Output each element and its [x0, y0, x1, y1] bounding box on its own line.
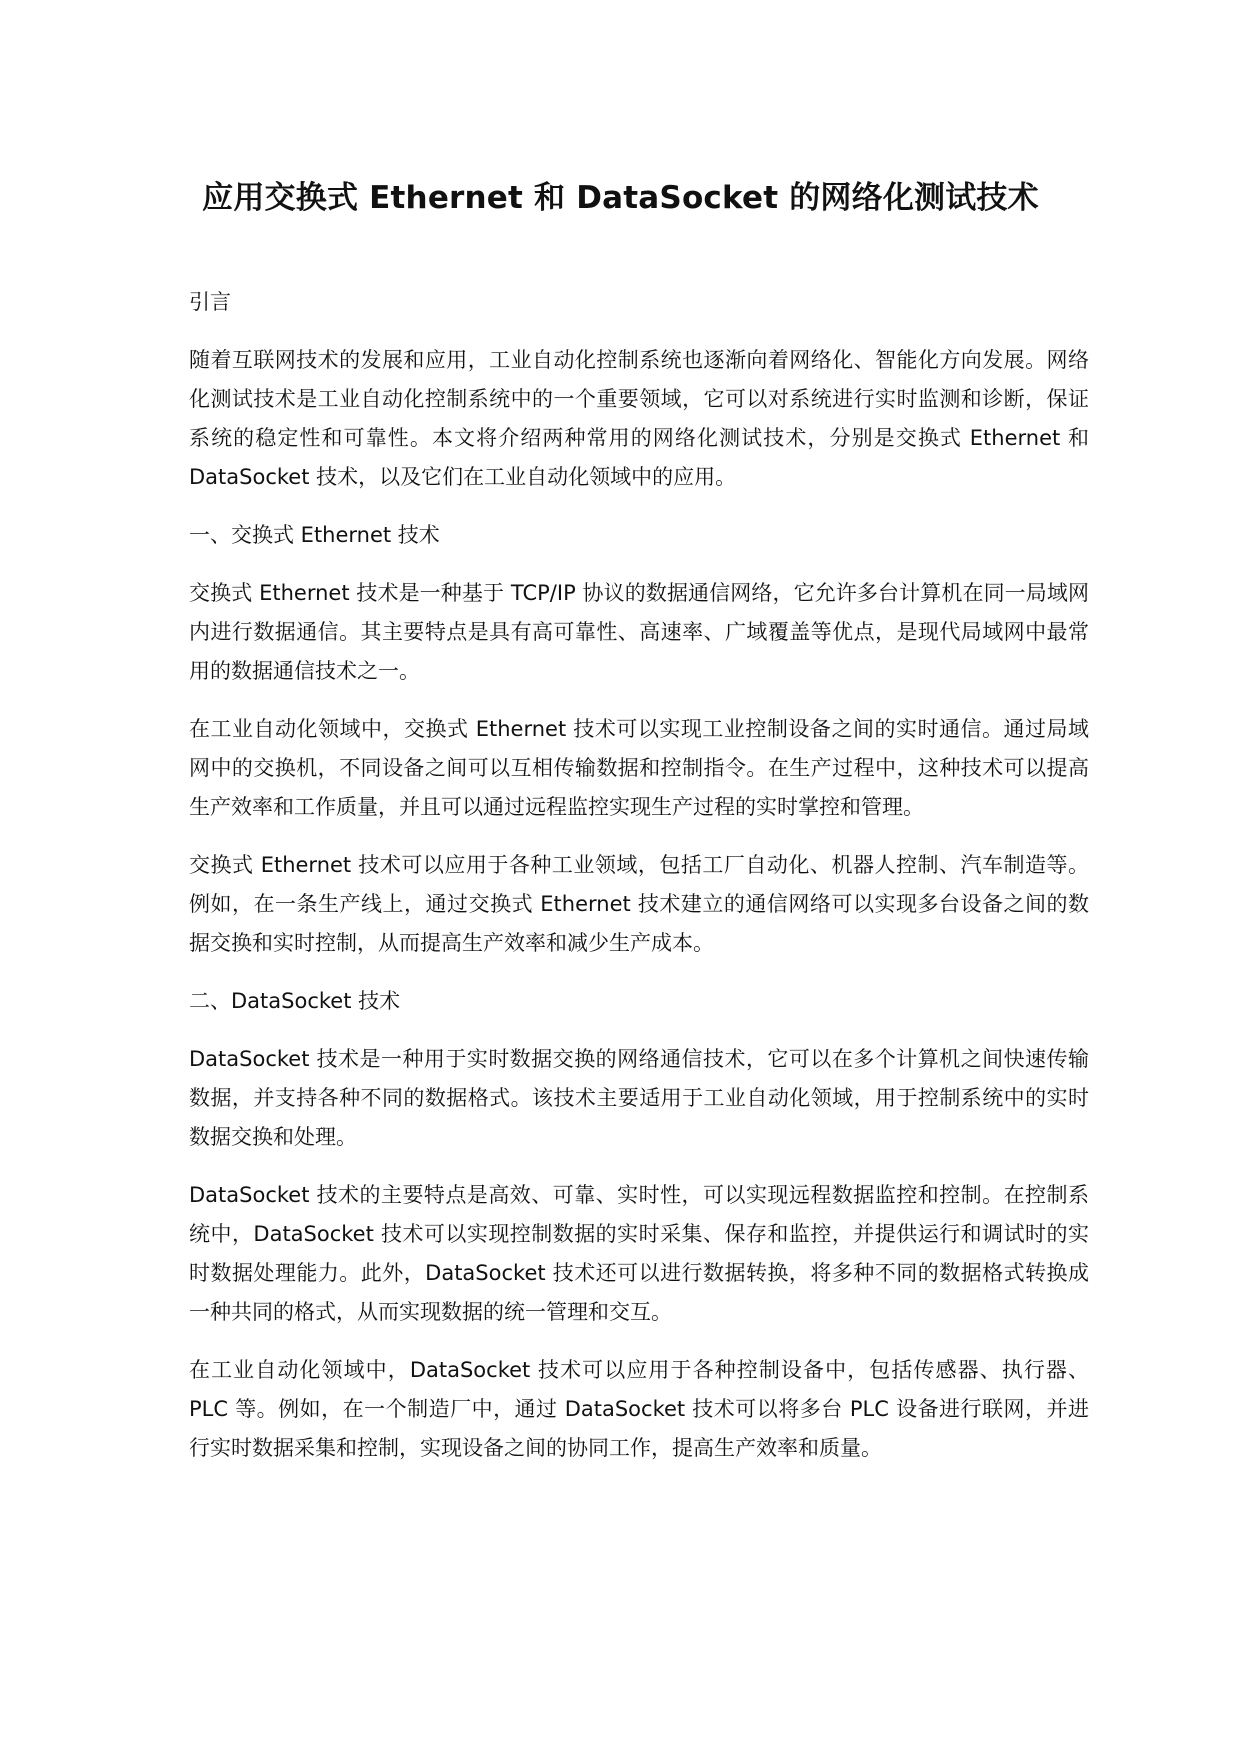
section-datasocket — [189, 982, 1089, 1468]
section-heading-datasocket: 二、DataSocket 技术 — [189, 989, 401, 1013]
paragraph-ethernet-applications: 交换式 Ethernet 技术可以应用于各种工业领域，包括工厂自动化、机器人控制、汽车制造等。例如，在一条生产线上，通过交换式 Ethernet 技术建立的通信网络可以实现多台设备之间的数据交换和实时控制，从而提高生产效率和减少生产成本。 — [189, 853, 1089, 955]
section-intro — [189, 283, 1089, 497]
paragraph-datasocket-features: DataSocket 技术的主要特点是高效、可靠、实时性，可以实现远程数据监控和控制。在控制系统中，DataSocket 技术可以实现控制数据的实时采集、保存和监控，并提供运行和调试时的实时数据处理能力。此外，DataSocket 技术还可以进行数据转换，将多种不同的数据格式转换成一种共同的格式，从而实现数据的统一管理和交互。 — [189, 1183, 1089, 1324]
paragraph-ethernet-definition: 交换式 Ethernet 技术是一种基于 TCP/IP 协议的数据通信网络，它允许多台计算机在同一局域网内进行数据通信。其主要特点是具有高可靠性、高速率、广域覆盖等优点，是现代局域网中最常用的数据通信技术之一。 — [189, 581, 1089, 683]
paragraph-ethernet-automation: 在工业自动化领域中，交换式 Ethernet 技术可以实现工业控制设备之间的实时通信。通过局域网中的交换机，不同设备之间可以互相传输数据和控制指令。在生产过程中，这种技术可以提高生产效率和工作质量，并且可以通过远程监控实现生产过程的实时掌控和管理。 — [189, 717, 1089, 819]
document-title: 应用交换式 Ethernet 和 DataSocket 的网络化测试技术 — [202, 180, 1039, 216]
document-body — [189, 283, 1089, 1487]
section-ethernet — [189, 516, 1089, 963]
paragraph-datasocket-definition: DataSocket 技术是一种用于实时数据交换的网络通信技术，它可以在多个计算机之间快速传输数据，并支持各种不同的数据格式。该技术主要适用于工业自动化领域，用于控制系统中的实时数据交换和处理。 — [189, 1047, 1089, 1149]
section-heading-ethernet: 一、交换式 Ethernet 技术 — [189, 523, 440, 547]
section-heading-intro: 引言 — [189, 290, 231, 314]
paragraph-intro: 随着互联网技术的发展和应用，工业自动化控制系统也逐渐向着网络化、智能化方向发展。网络化测试技术是工业自动化控制系统中的一个重要领域，它可以对系统进行实时监测和诊断，保证系统的稳定性和可靠性。本文将介绍两种常用的网络化测试技术，分别是交换式 Ethernet 和 DataSocket 技术，以及它们在工业自动化领域中的应用。 — [189, 348, 1089, 489]
paragraph-datasocket-applications: 在工业自动化领域中，DataSocket 技术可以应用于各种控制设备中，包括传感器、执行器、PLC 等。例如，在一个制造厂中，通过 DataSocket 技术可以将多台 PLC 设备进行联网，并进行实时数据采集和控制，实现设备之间的协同工作，提高生产效率和质量。 — [189, 1358, 1089, 1460]
